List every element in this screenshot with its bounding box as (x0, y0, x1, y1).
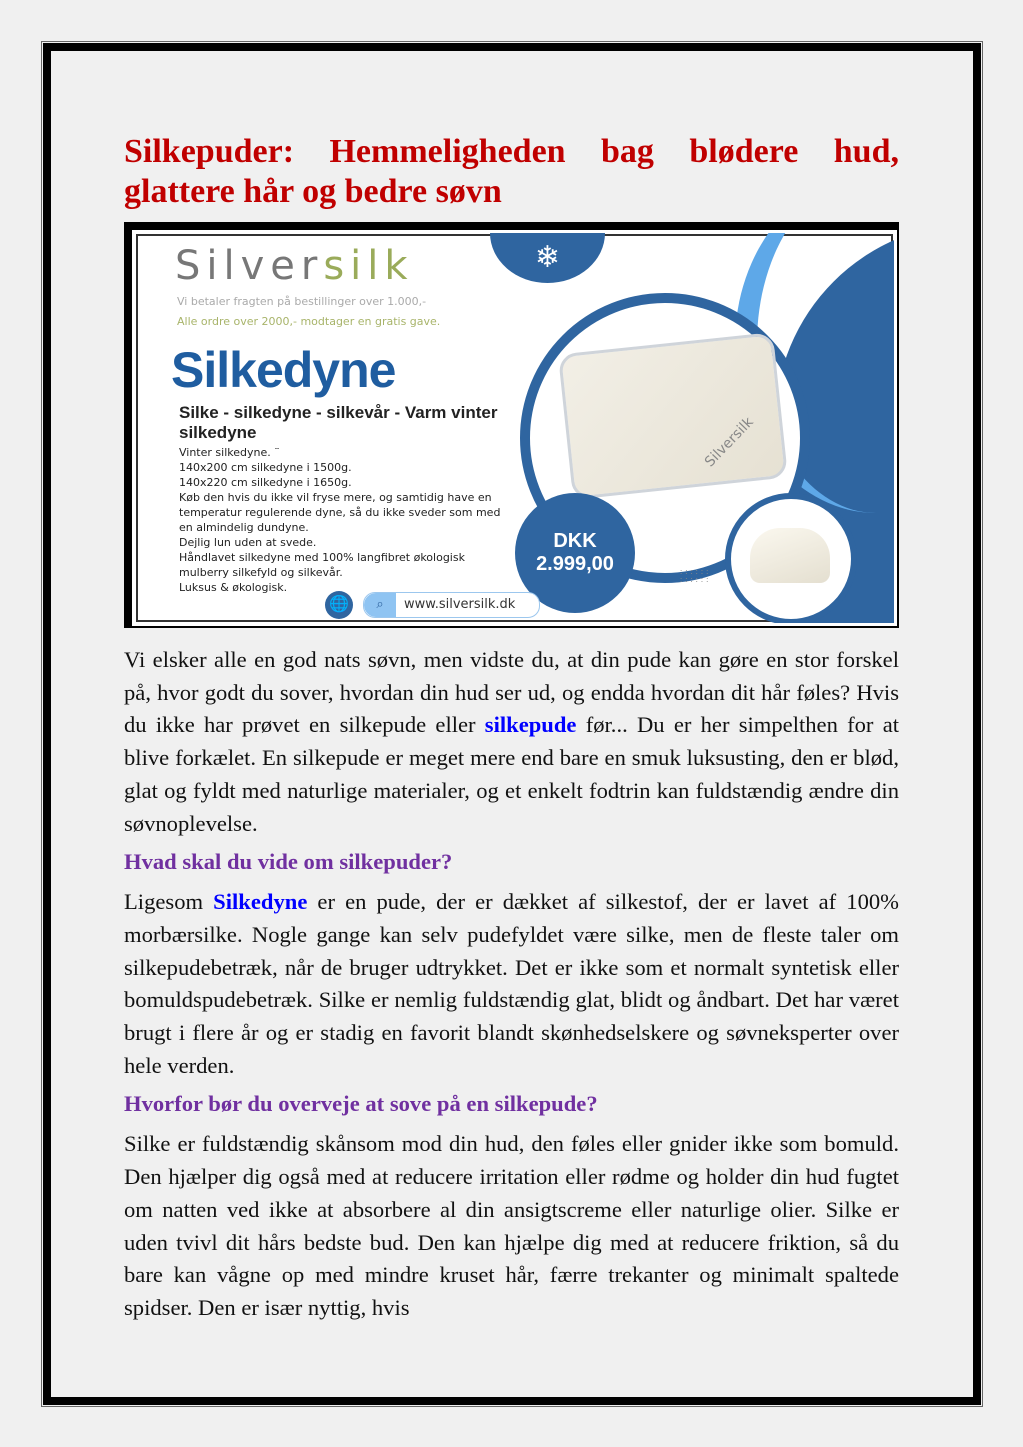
banner-headline: Silkedyne (171, 342, 396, 398)
price-currency: DKK (553, 530, 597, 552)
gift-note: Alle ordre over 2000,- modtager en gratis gave. (177, 315, 441, 328)
section-heading: Hvad skal du vide om silkepuder? (124, 849, 453, 875)
shipping-note: Vi betaler fragten på bestillinger over 1.000,- (177, 295, 427, 308)
section-paragraph: Silke er fuldstændig skånsom mod din hud, den føles eller gnider ikke som bomuld. Den hjælper dig også med at reducere irritation eller rødme og holder din hud fugtet om natten ved ikke at absorbere al din ansigtscreme eller naturlige olier. Silke er uden tvivl dit hårs bedste bud. Den kan hjælpe dig med at reducere friktion, så du bare kan vågne op med mindre kruset hår, færre trekanter og minimalt spaltede spidser. Den er især nyttig, hvis (124, 1131, 899, 1320)
silkepude-link[interactable]: silkepude (484, 712, 577, 738)
duvet-bag-photo: Silversilk (558, 332, 788, 500)
search-icon: ⌕ (364, 593, 396, 617)
desc-line: Dejlig lun uden at svede. (179, 536, 317, 549)
snowflake-icon: ❄ (490, 230, 605, 283)
desc-line: en almindelig dundyne. (179, 521, 309, 534)
intro-paragraph: Vi elsker alle en god nats søvn, men vidste du, at din pude kan gøre en stor forskel på, hvor godt du sover, hvordan din hud ser ud, og endda hvordan dit hår føles? Hvis du ikke har prøvet en silkepude eller silkepude før... Du er her simpelthen for at blive forkælet. En silkepude er meget mere end bare en smuk luksusting, den er blød, glat og fyldt med naturlige materialer, og et enkelt fodtrin kan fuldstændig ændre din søvnoplevelse. (124, 647, 899, 836)
page-title: Silkepuder: Hemmeligheden bag blødere hud, glattere hår og bedre søvn (124, 133, 899, 210)
product-banner-image (124, 222, 899, 628)
desc-line: Vinter silkedyne. ¨ (179, 446, 280, 459)
desc-line: Køb den hvis du ikke vil fryse mere, og samtidig have en (179, 491, 492, 504)
desc-line: mulberry silkefyld og silkevår. (179, 566, 343, 579)
price-value: 2.999,00 (536, 553, 614, 575)
brand-logo: Silversilk (175, 243, 414, 289)
banner-subtitle: Silke - silkedyne - silkevår - Varm vinter silkedyne (179, 403, 498, 442)
desc-line: Håndlavet silkedyne med 100% langfibret økologisk (179, 551, 465, 564)
rolled-duvet-photo (750, 528, 830, 583)
dot-pattern: :::::: :::::: (680, 567, 712, 584)
globe-icon: 🌐 (325, 591, 353, 619)
desc-line: Luksus & økologisk. (179, 581, 288, 594)
section-heading: Hvorfor bør du overveje at sove på en silkepude? (124, 1091, 598, 1117)
silkedyne-link[interactable]: Silkedyne (213, 889, 308, 915)
url-bar: ⌕ www.silversilk.dk (363, 592, 540, 618)
desc-line: 140x200 cm silkedyne i 1500g. (179, 461, 352, 474)
desc-line: temperatur regulerende dyne, så du ikke sveder som med (179, 506, 501, 519)
banner-description (179, 445, 519, 595)
desc-line: 140x220 cm silkedyne i 1650g. (179, 476, 352, 489)
document-body (124, 132, 899, 1325)
section-paragraph: Ligesom Silkedyne er en pude, der er dækket af silkestof, der er lavet af 100% morbærsilke. Nogle gange kan selv pudefyldet være silke, men de fleste taler om silkepudebetræk, når de bruger udtrykket. Det er ikke som et normalt syntetisk eller bomuldspudebetræk. Silke er nemlig fuldstændig glat, blidt og åndbart. Det har været brugt i flere år og er stadig en favorit blandt skønhedselskere og søvneksperter over hele verden. (124, 889, 899, 1078)
